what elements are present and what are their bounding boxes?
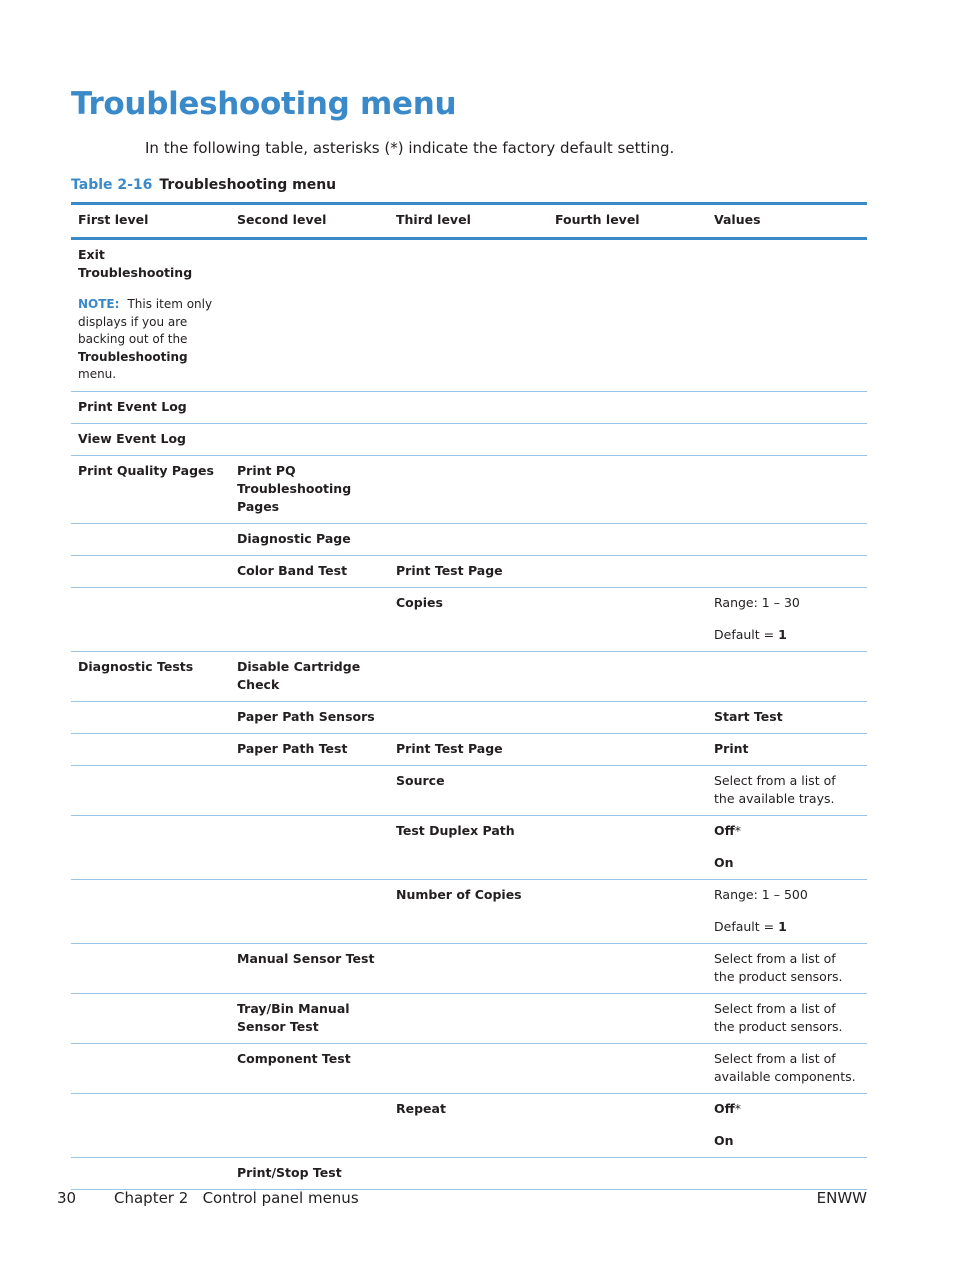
note-block [78,296,223,384]
page-title: Troubleshooting menu [71,86,457,122]
menu-item-print-test-page: Print Test Page [396,562,503,578]
value-off: Off* [714,1100,742,1116]
menu-item-manual-sensor-test: Manual Sensor Test [237,950,375,966]
header-first-level: First level [78,212,149,227]
menu-item-copies: Copies [396,594,443,610]
menu-item-view-event-log: View Event Log [78,430,187,446]
value-print: Print [714,740,749,756]
menu-item-print-quality-pages: Print Quality Pages [78,462,214,478]
table-row [71,733,867,765]
page-number: 30 [57,1189,77,1207]
copies-range: Range: 1 – 30 [714,594,800,610]
value-cell [707,1093,867,1157]
table-row [71,239,867,392]
table-row [71,423,867,455]
value-start-test: Start Test [714,708,783,724]
table-row [71,455,867,523]
value-on: On [714,1132,734,1148]
table-row [71,943,867,993]
menu-item-diagnostic-page: Diagnostic Page [237,530,351,546]
num-copies-range: Range: 1 – 500 [714,886,808,902]
value-cell [707,587,867,651]
note-tail: menu. [78,367,117,381]
menu-item-print-stop-test: Print/Stop Test [237,1164,342,1180]
note-label: NOTE: [78,297,120,311]
menu-item-number-of-copies: Number of Copies [396,886,522,902]
menu-item-test-duplex-path: Test Duplex Path [396,822,515,838]
table-row [71,993,867,1043]
copies-default: Default = 1 [714,626,787,642]
table-row [71,1093,867,1157]
table-header-row [71,204,867,239]
value-source: Select from a list of the available trays. [714,772,836,806]
value-manual-sensor: Select from a list of the product sensors. [714,950,843,984]
menu-item-disable-cartridge-check: Disable Cartridge Check [237,658,361,692]
header-values: Values [714,212,761,227]
menu-item-repeat: Repeat [396,1100,446,1116]
table-row [71,879,867,943]
note-text: This item only displays if you are backing out of the [78,297,213,346]
menu-item-print-event-log: Print Event Log [78,398,187,414]
menu-item-source: Source [396,772,445,788]
menu-item-paper-path-test: Paper Path Test [237,740,348,756]
menu-item-diagnostic-tests: Diagnostic Tests [78,658,194,674]
table-row [71,1043,867,1093]
num-copies-default: Default = 1 [714,918,787,934]
header-second-level: Second level [237,212,327,227]
table-row [71,701,867,733]
header-third-level: Third level [396,212,471,227]
table-cell [71,239,230,392]
troubleshooting-table [71,202,867,1190]
table-number: Table 2-16 [71,177,153,193]
menu-item-component-test: Component Test [237,1050,351,1066]
table-row [71,391,867,423]
table-row [71,815,867,879]
menu-item-exit-troubleshooting: Exit Troubleshooting [78,247,193,280]
value-cell [707,879,867,943]
table-title: Troubleshooting menu [159,177,337,193]
menu-item-color-band-test: Color Band Test [237,562,348,578]
menu-item-paper-path-sensors: Paper Path Sensors [237,708,375,724]
table-row [71,555,867,587]
menu-item-print-test-page-2: Print Test Page [396,740,503,756]
table-row [71,651,867,701]
header-fourth-level: Fourth level [555,212,640,227]
menu-item-print-pq-troubleshooting: Print PQ Troubleshooting Pages [237,462,352,514]
edition-label: ENWW [816,1189,867,1207]
table-row [71,587,867,651]
value-tray-bin: Select from a list of the product sensors. [714,1000,843,1034]
value-on: On [714,854,734,870]
menu-item-tray-bin-sensor-test: Tray/Bin Manual Sensor Test [237,1000,350,1034]
intro-text: In the following table, asterisks (*) indicate the factory default setting. [145,139,675,157]
value-off: Off* [714,822,742,838]
note-bold: Troubleshooting [78,349,188,364]
table-caption [71,177,336,193]
value-component: Select from a list of available components. [714,1050,856,1084]
value-cell [707,815,867,879]
table-row [71,1157,867,1189]
table-row [71,523,867,555]
table-row [71,765,867,815]
chapter-label: Chapter 2 Control panel menus [114,1189,359,1207]
